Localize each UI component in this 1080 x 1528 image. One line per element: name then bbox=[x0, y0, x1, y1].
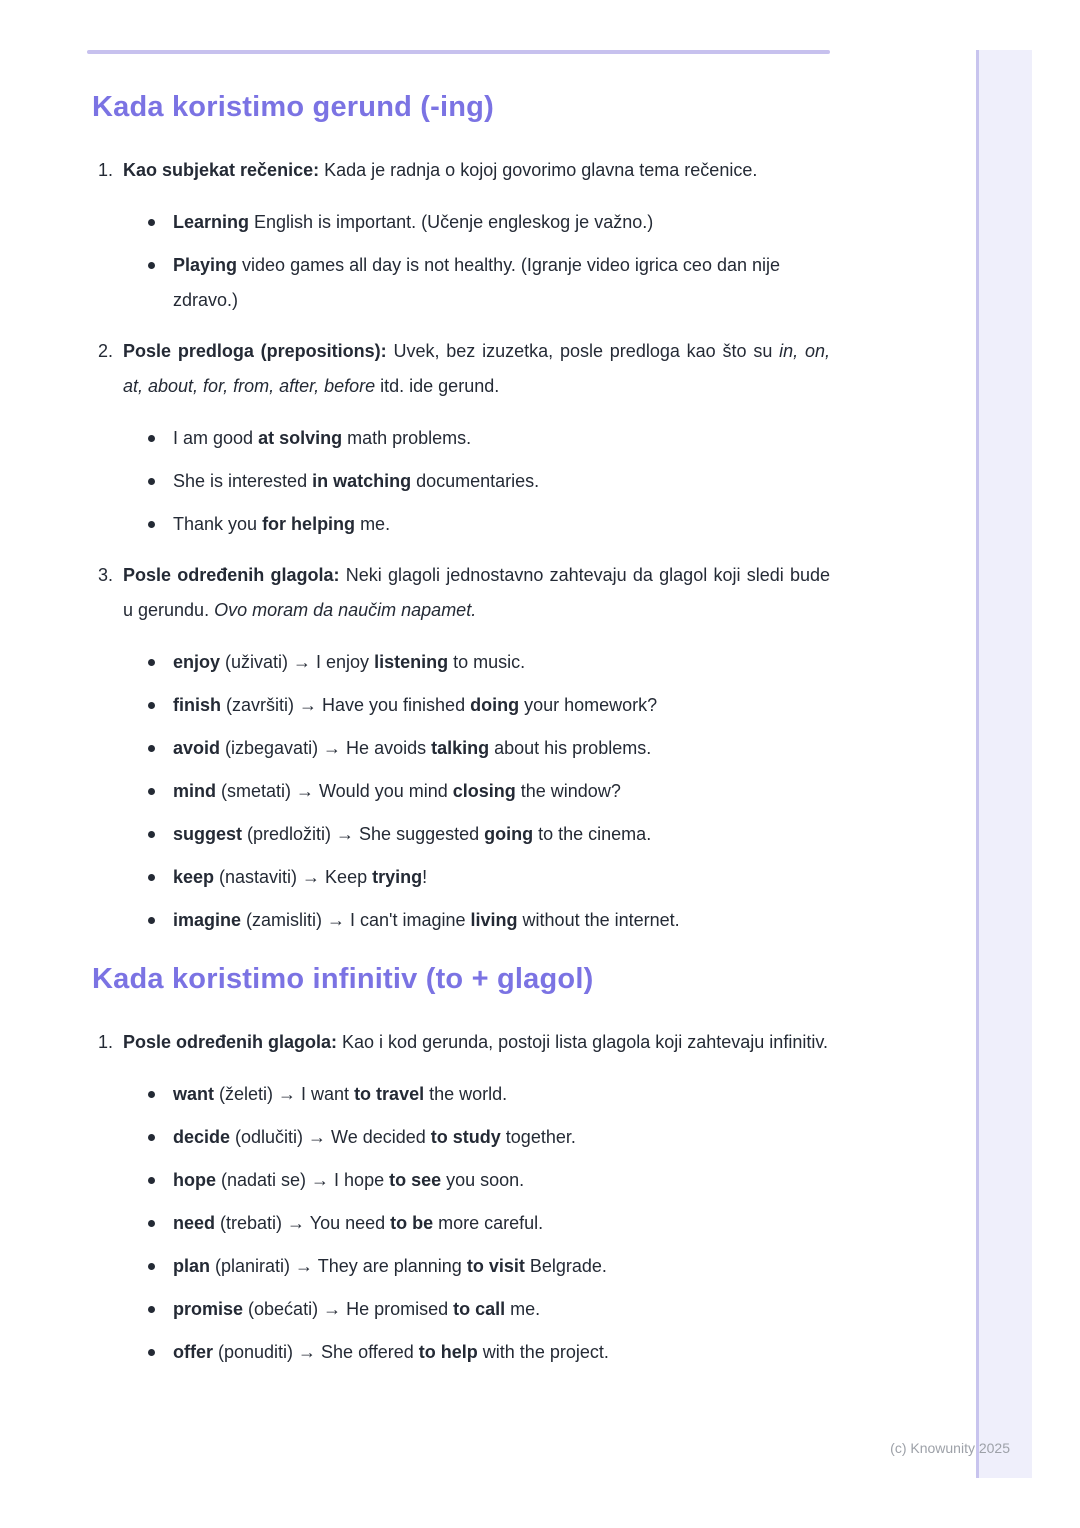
numbered-list bbox=[92, 1025, 830, 1370]
bold-text-segment: Playing bbox=[173, 255, 238, 275]
bullet-dot-icon bbox=[148, 659, 155, 666]
bullet-text bbox=[173, 1299, 540, 1319]
text-segment: Uvek, bez izuzetka, posle predloga kao što su bbox=[386, 341, 780, 361]
bold-text-segment: decide bbox=[173, 1127, 231, 1147]
bold-text-segment: Posle određenih glagola: bbox=[123, 565, 340, 585]
bullet-text bbox=[173, 514, 390, 534]
bold-text-segment: enjoy bbox=[173, 652, 221, 672]
text-segment: (obećati) → He promised bbox=[243, 1299, 454, 1319]
bullet-item bbox=[138, 688, 830, 723]
bullet-list bbox=[123, 421, 830, 542]
text-segment: (predložiti) → She suggested bbox=[242, 824, 485, 844]
bullet-item bbox=[138, 774, 830, 809]
bullet-dot-icon bbox=[148, 1220, 155, 1227]
bullet-item bbox=[138, 464, 830, 499]
bullet-item bbox=[138, 860, 830, 895]
bold-text-segment: talking bbox=[431, 738, 490, 758]
text-segment: Neki glagoli jednostavno zahtevaju da glagol koji sledi bude u gerundu. bbox=[123, 565, 830, 620]
bullet-text bbox=[173, 824, 651, 844]
text-segment: (završiti) → Have you finished bbox=[221, 695, 471, 715]
bullet-dot-icon bbox=[148, 1349, 155, 1356]
italic-text-segment: Ovo moram da naučim napamet. bbox=[214, 600, 477, 620]
bullet-item bbox=[138, 1077, 830, 1112]
bullet-text bbox=[173, 255, 780, 310]
text-segment: itd. ide gerund. bbox=[375, 376, 500, 396]
numbered-item bbox=[92, 558, 830, 938]
text-segment: (nastaviti) → Keep bbox=[214, 867, 373, 887]
bullet-item bbox=[138, 421, 830, 456]
numbered-item bbox=[92, 1025, 830, 1370]
section-title: Kada koristimo infinitiv (to + glagol) bbox=[92, 963, 594, 995]
text-segment: (ponuditi) → She offered bbox=[213, 1342, 419, 1362]
bold-text-segment: mind bbox=[173, 781, 216, 801]
text-segment: (uživati) → I enjoy bbox=[220, 652, 375, 672]
bold-text-segment: trying bbox=[372, 867, 423, 887]
bold-text-segment: imagine bbox=[173, 910, 242, 930]
bold-text-segment: to see bbox=[389, 1170, 442, 1190]
copyright-watermark: (c) Knowunity 2025 bbox=[890, 1440, 1010, 1456]
bullet-dot-icon bbox=[148, 745, 155, 752]
bold-text-segment: keep bbox=[173, 867, 215, 887]
bullet-item bbox=[138, 731, 830, 766]
bullet-dot-icon bbox=[148, 219, 155, 226]
text-segment: math problems. bbox=[342, 428, 472, 448]
bullet-item bbox=[138, 248, 830, 318]
bold-text-segment: Posle određenih glagola: bbox=[123, 1032, 338, 1052]
bold-text-segment: offer bbox=[173, 1342, 213, 1362]
bullet-dot-icon bbox=[148, 702, 155, 709]
italic-text-segment: in, on, at, about, for, from, after, before bbox=[123, 341, 830, 396]
bold-text-segment: hope bbox=[173, 1170, 216, 1190]
item-number: 2. bbox=[98, 341, 114, 361]
bold-text-segment: to be bbox=[390, 1213, 434, 1233]
text-segment: video games all day is not healthy. (Igranje video igrica ceo dan nije zdravo.) bbox=[173, 255, 781, 310]
text-segment: to music. bbox=[448, 652, 526, 672]
bullet-text bbox=[173, 1084, 507, 1104]
bold-text-segment: suggest bbox=[173, 824, 243, 844]
bullet-text bbox=[173, 1170, 524, 1190]
text-segment: (želeti) → I want bbox=[214, 1084, 355, 1104]
bullet-text bbox=[173, 1256, 607, 1276]
bullet-text bbox=[173, 695, 657, 715]
bold-text-segment: want bbox=[173, 1084, 215, 1104]
bullet-dot-icon bbox=[148, 1177, 155, 1184]
bullet-dot-icon bbox=[148, 917, 155, 924]
bullet-dot-icon bbox=[148, 521, 155, 528]
document-body bbox=[92, 54, 830, 1386]
bullet-item bbox=[138, 817, 830, 852]
text-segment: with the project. bbox=[477, 1342, 609, 1362]
bullet-item bbox=[138, 1206, 830, 1241]
bullet-text bbox=[173, 781, 621, 801]
numbered-list bbox=[92, 153, 830, 938]
bullet-text bbox=[173, 428, 471, 448]
bullet-dot-icon bbox=[148, 788, 155, 795]
bullet-item bbox=[138, 645, 830, 680]
item-number: 1. bbox=[98, 160, 114, 180]
bold-text-segment: at solving bbox=[258, 428, 343, 448]
bullet-dot-icon bbox=[148, 435, 155, 442]
text-segment: Kada je radnja o kojoj govorimo glavna tema rečenice. bbox=[319, 160, 758, 180]
bullet-dot-icon bbox=[148, 1263, 155, 1270]
bullet-item bbox=[138, 1120, 830, 1155]
bullet-list bbox=[123, 1077, 830, 1370]
text-segment: your homework? bbox=[519, 695, 658, 715]
bullet-text bbox=[173, 867, 427, 887]
text-segment: the world. bbox=[424, 1084, 508, 1104]
bold-text-segment: to visit bbox=[466, 1256, 525, 1276]
text-segment: Belgrade. bbox=[524, 1256, 607, 1276]
bullet-text bbox=[173, 1127, 576, 1147]
bullet-dot-icon bbox=[148, 1134, 155, 1141]
bullet-dot-icon bbox=[148, 1306, 155, 1313]
bold-text-segment: Posle predloga (prepositions): bbox=[123, 341, 387, 361]
item-number: 1. bbox=[98, 1032, 114, 1052]
text-segment: the window? bbox=[515, 781, 621, 801]
bold-text-segment: going bbox=[484, 824, 534, 844]
bold-text-segment: closing bbox=[452, 781, 516, 801]
text-segment: documentaries. bbox=[411, 471, 540, 491]
bullet-item bbox=[138, 205, 830, 240]
bold-text-segment: plan bbox=[173, 1256, 211, 1276]
text-segment: you soon. bbox=[441, 1170, 525, 1190]
bold-text-segment: Kao subjekat rečenice: bbox=[123, 160, 320, 180]
text-segment: (zamisliti) → I can't imagine bbox=[241, 910, 471, 930]
text-segment: (smetati) → Would you mind bbox=[216, 781, 453, 801]
bullet-text bbox=[173, 738, 651, 758]
bullet-text bbox=[173, 652, 525, 672]
item-text bbox=[123, 153, 830, 188]
text-segment: Kao i kod gerunda, postoji lista glagola koji zahtevaju infinitiv. bbox=[337, 1032, 828, 1052]
bullet-list bbox=[123, 645, 830, 938]
bold-text-segment: for helping bbox=[262, 514, 356, 534]
bullet-item bbox=[138, 1335, 830, 1370]
bold-text-segment: promise bbox=[173, 1299, 244, 1319]
bullet-dot-icon bbox=[148, 262, 155, 269]
text-segment: I am good bbox=[173, 428, 259, 448]
text-segment: me. bbox=[505, 1299, 541, 1319]
text-segment: (nadati se) → I hope bbox=[216, 1170, 390, 1190]
item-text bbox=[123, 334, 830, 404]
bold-text-segment: need bbox=[173, 1213, 216, 1233]
text-segment: more careful. bbox=[433, 1213, 544, 1233]
text-segment: without the internet. bbox=[517, 910, 680, 930]
text-segment: me. bbox=[355, 514, 391, 534]
right-margin-bar bbox=[976, 50, 1032, 1478]
text-segment: (trebati) → You need bbox=[215, 1213, 391, 1233]
text-segment: Thank you bbox=[173, 514, 263, 534]
numbered-item bbox=[92, 153, 830, 318]
bullet-list bbox=[123, 205, 830, 318]
item-text bbox=[123, 558, 830, 628]
bullet-dot-icon bbox=[148, 874, 155, 881]
section-gerund bbox=[92, 90, 830, 938]
bullet-text bbox=[173, 471, 539, 491]
text-segment: (izbegavati) → He avoids bbox=[220, 738, 432, 758]
text-segment: (planirati) → They are planning bbox=[210, 1256, 467, 1276]
section-infinitiv bbox=[92, 962, 830, 1370]
bullet-item bbox=[138, 1163, 830, 1198]
item-text bbox=[123, 1025, 830, 1060]
bullet-dot-icon bbox=[148, 478, 155, 485]
bullet-text bbox=[173, 910, 680, 930]
bold-text-segment: to call bbox=[453, 1299, 506, 1319]
bold-text-segment: finish bbox=[173, 695, 221, 715]
text-segment: (odlučiti) → We decided bbox=[230, 1127, 431, 1147]
text-segment: ! bbox=[422, 867, 428, 887]
text-segment: to the cinema. bbox=[533, 824, 652, 844]
bold-text-segment: to help bbox=[418, 1342, 478, 1362]
bullet-text bbox=[173, 1342, 609, 1362]
bold-text-segment: living bbox=[470, 910, 518, 930]
text-segment: together. bbox=[500, 1127, 576, 1147]
bullet-text bbox=[173, 212, 653, 232]
bold-text-segment: doing bbox=[470, 695, 520, 715]
bullet-item bbox=[138, 1249, 830, 1284]
text-segment: about his problems. bbox=[489, 738, 652, 758]
bold-text-segment: avoid bbox=[173, 738, 221, 758]
bold-text-segment: to study bbox=[430, 1127, 501, 1147]
bold-text-segment: in watching bbox=[312, 471, 412, 491]
bold-text-segment: to travel bbox=[354, 1084, 425, 1104]
bullet-item bbox=[138, 507, 830, 542]
section-title: Kada koristimo gerund (-ing) bbox=[92, 91, 494, 123]
text-segment: She is interested bbox=[173, 471, 313, 491]
bullet-item bbox=[138, 1292, 830, 1327]
bold-text-segment: listening bbox=[374, 652, 449, 672]
text-segment: English is important. (Učenje engleskog je važno.) bbox=[249, 212, 654, 232]
bullet-dot-icon bbox=[148, 1091, 155, 1098]
item-number: 3. bbox=[98, 565, 114, 585]
bullet-text bbox=[173, 1213, 543, 1233]
bullet-item bbox=[138, 903, 830, 938]
bullet-dot-icon bbox=[148, 831, 155, 838]
numbered-item bbox=[92, 334, 830, 542]
bold-text-segment: Learning bbox=[173, 212, 250, 232]
